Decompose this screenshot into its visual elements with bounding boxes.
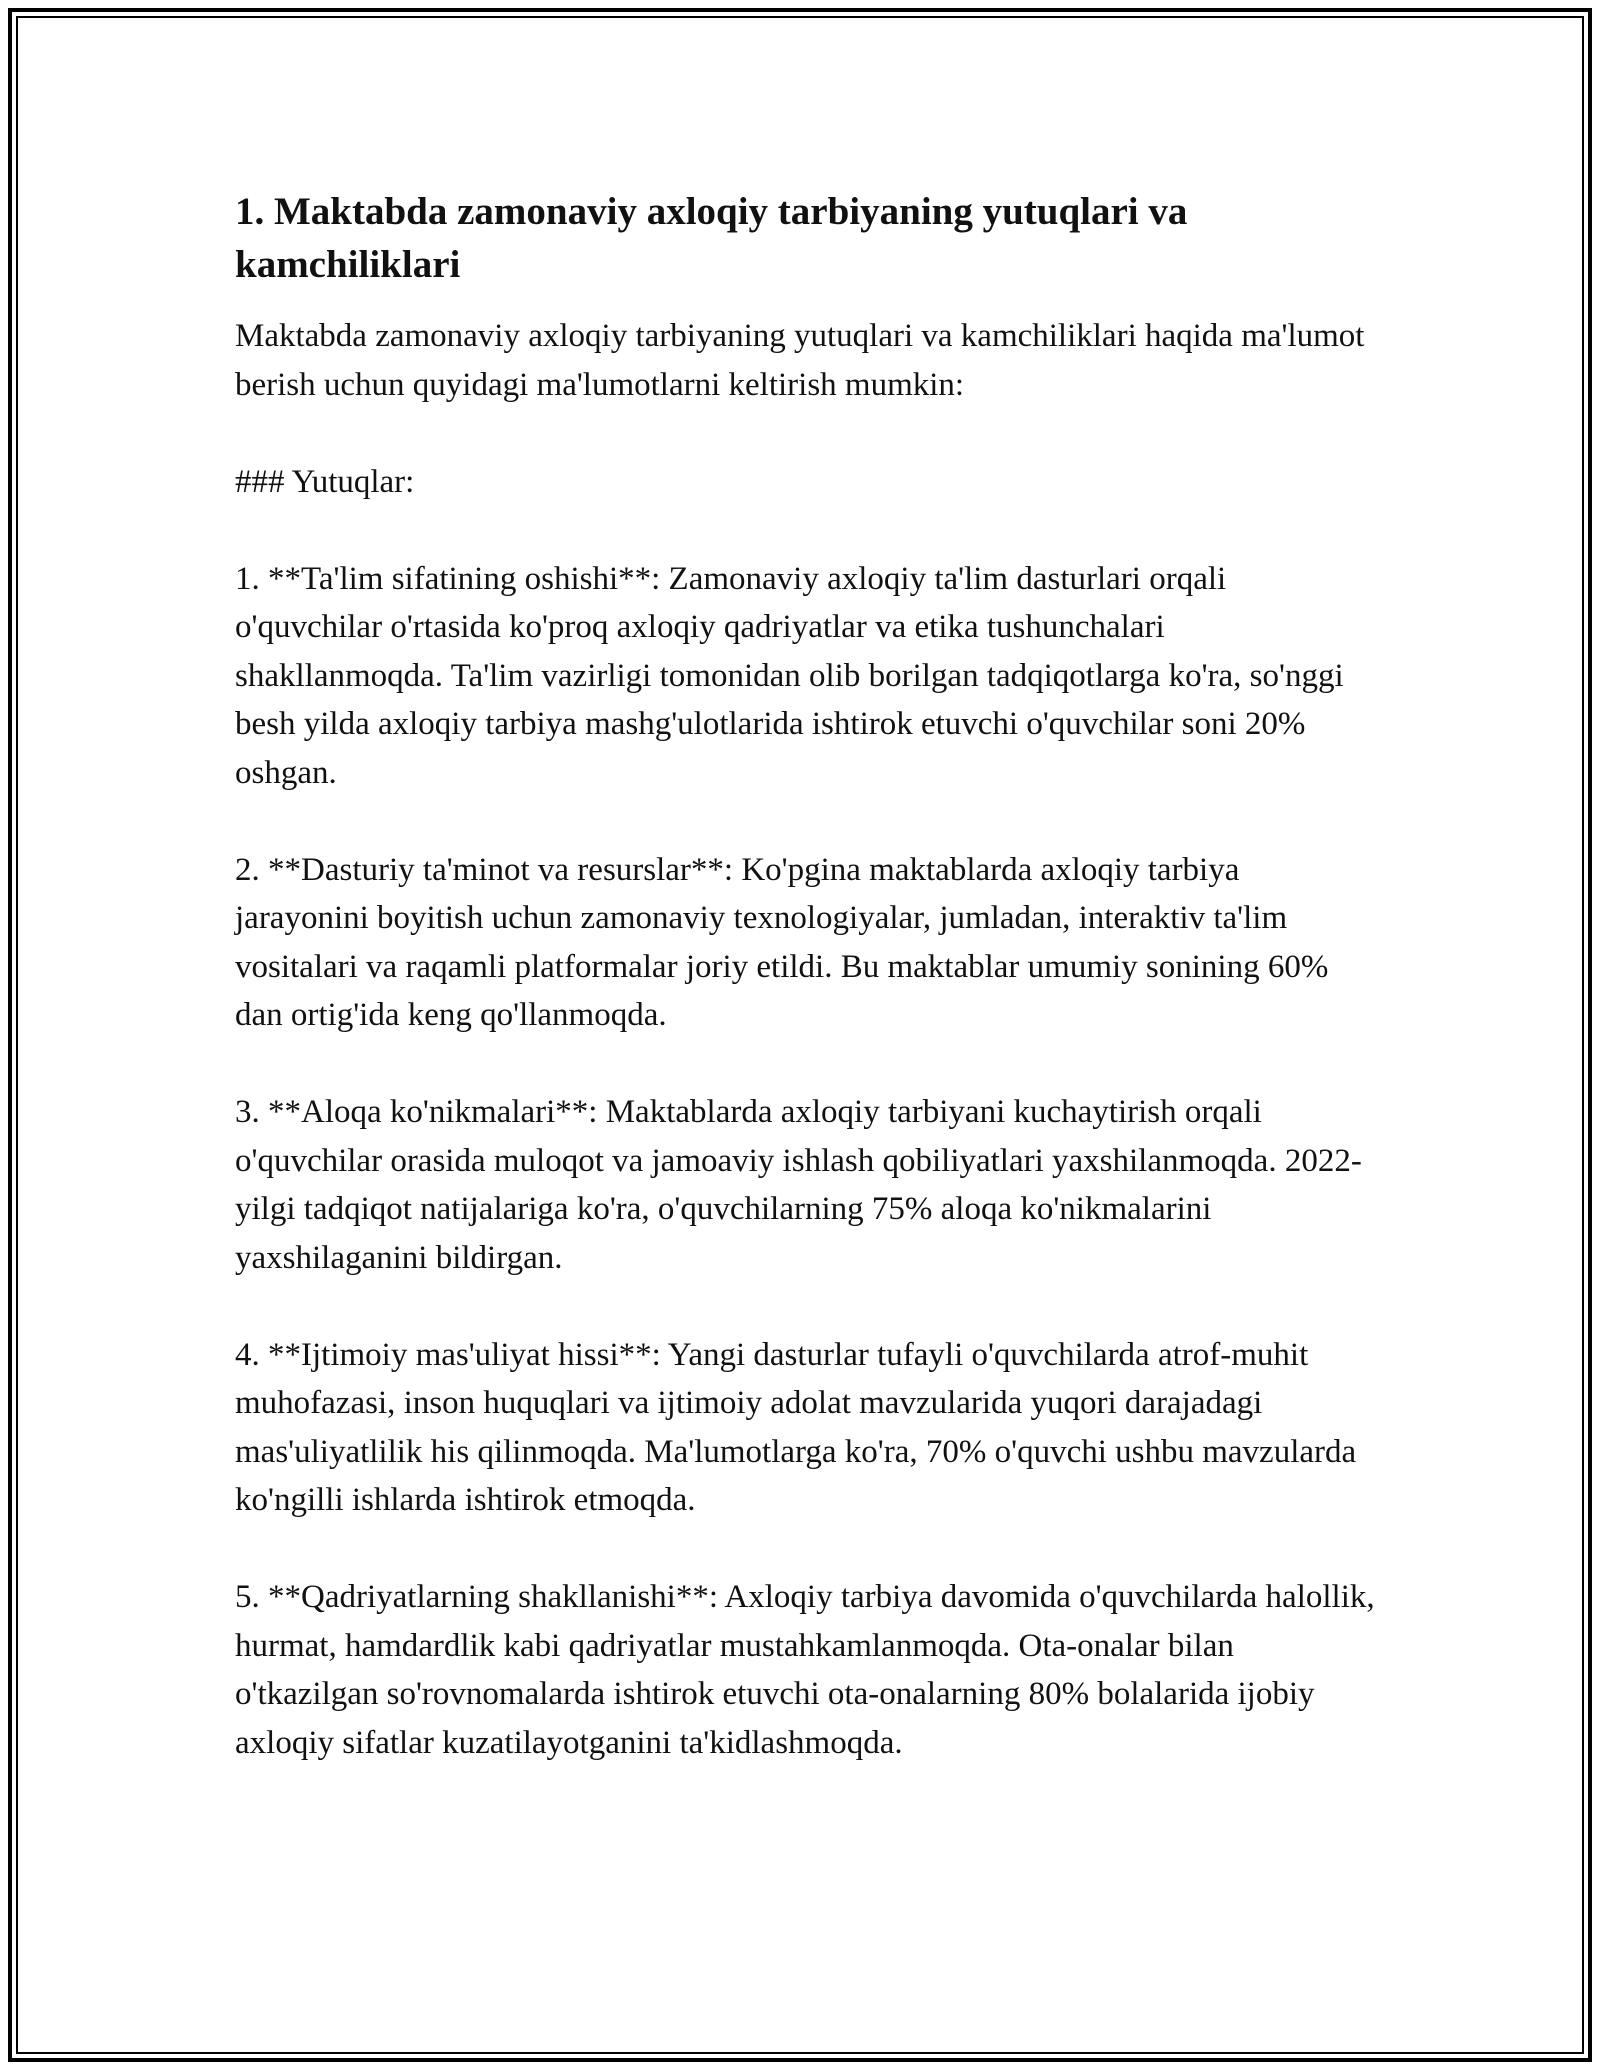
section-heading: ### Yutuqlar: [235,463,415,500]
list-item: 3. **Aloqa ko'nikmalari**: Maktablarda axloqiy tarbiyani kuchaytirish orqali o'quvchilar orasida muloqot va jamoaviy ishlash qobiliyatlari yaxshilanmoqda. 2022-yilgi tadqiqot natijalariga ko'ra, o'quvchilarning 75% aloqa ko'nikmalarini yaxshilaganini bildirgan. [235,1094,1362,1276]
list-item: 1. **Ta'lim sifatining oshishi**: Zamonaviy axloqiy ta'lim dasturlari orqali o'quvchilar o'rtasida ko'proq axloqiy qadriyatlar va etika tushunchalari shakllanmoqda. Ta'lim vazirligi tomonidan olib borilgan tadqiqotlarga ko'ra, so'nggi besh yilda axloqiy tarbiya mashg'ulotlarida ishtirok etuvchi o'quvchilar soni 20% oshgan. [235,560,1344,791]
document-body [235,185,1375,1816]
list-item: 2. **Dasturiy ta'minot va resurslar**: Ko'pgina maktablarda axloqiy tarbiya jarayonini boyitish uchun zamonaviy texnologiyalar, jumladan, interaktiv ta'lim vositalari va raqamli platformalar joriy etildi. Bu maktablar umumiy sonining 60% dan ortig'ida keng qo'llanmoqda. [235,851,1329,1033]
list-item: 5. **Qadriyatlarning shakllanishi**: Axloqiy tarbiya davomida o'quvchilarda halollik, hurmat, hamdardlik kabi qadriyatlar mustahkamlanmoqda. Ota-onalar bilan o'tkazilgan so'rovnomalarda ishtirok etuvchi ota-onalarning 80% bolalarida ijobiy axloqiy sifatlar kuzatilayotganini ta'kidlashmoqda. [235,1579,1375,1761]
list-item: 4. **Ijtimoiy mas'uliyat hissi**: Yangi dasturlar tufayli o'quvchilarda atrof-muhit muhofazasi, inson huquqlari va ijtimoiy adolat mavzularida yuqori darajadagi mas'uliyatlilik his qilinmoqda. Ma'lumotlarga ko'ra, 70% o'quvchi ushbu mavzularda ko'ngilli ishlarda ishtirok etmoqda. [235,1336,1357,1518]
document-title: 1. Maktabda zamonaviy axloqiy tarbiyaning yutuqlari va kamchiliklari [235,190,1188,286]
intro-paragraph: Maktabda zamonaviy axloqiy tarbiyaning yutuqlari va kamchiliklari haqida ma'lumot berish uchun quyidagi ma'lumotlarni keltirish mumkin: [235,318,1365,403]
